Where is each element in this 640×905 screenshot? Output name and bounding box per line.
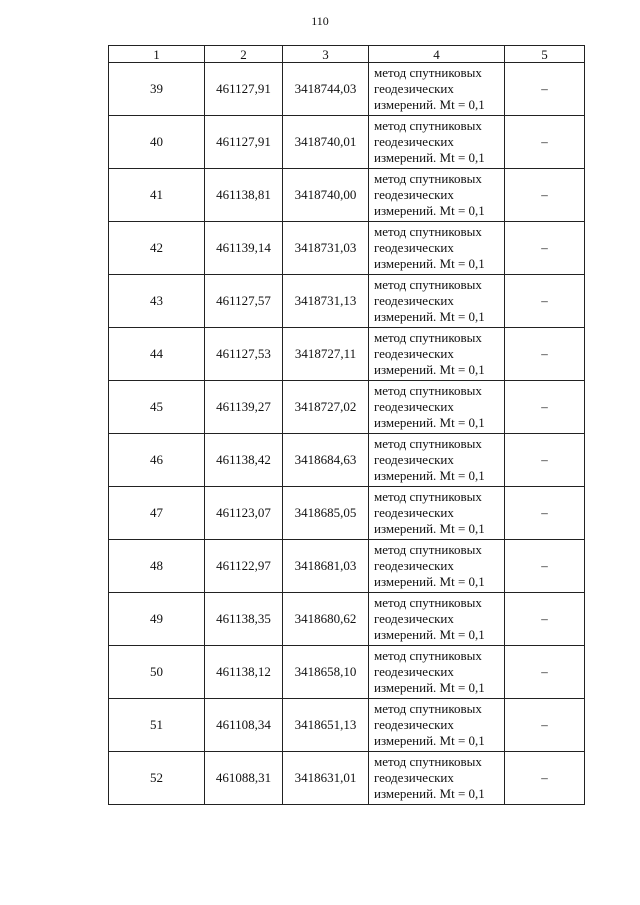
x-coordinate-cell: 461108,34 xyxy=(205,699,283,752)
y-coordinate-cell: 3418658,10 xyxy=(283,646,369,699)
method-line: геодезических xyxy=(374,81,454,96)
point-number-cell: 44 xyxy=(109,328,205,381)
coordinates-table xyxy=(108,45,585,805)
point-number-cell: 42 xyxy=(109,222,205,275)
method-cell xyxy=(369,487,505,540)
point-number-cell: 47 xyxy=(109,487,205,540)
method-line: метод спутниковых xyxy=(374,648,482,663)
description-cell: – xyxy=(505,540,585,593)
method-cell xyxy=(369,699,505,752)
x-coordinate-cell: 461138,12 xyxy=(205,646,283,699)
method-cell xyxy=(369,222,505,275)
y-coordinate-cell: 3418681,03 xyxy=(283,540,369,593)
table-row xyxy=(109,487,585,540)
table-row xyxy=(109,646,585,699)
x-coordinate-cell: 461122,97 xyxy=(205,540,283,593)
description-cell: – xyxy=(505,434,585,487)
column-header-2: 2 xyxy=(205,46,283,63)
method-cell xyxy=(369,169,505,222)
x-coordinate-cell: 461127,91 xyxy=(205,116,283,169)
method-line: измерений. Mt = 0,1 xyxy=(374,786,485,801)
x-coordinate-cell: 461127,57 xyxy=(205,275,283,328)
page-number: 110 xyxy=(311,14,329,28)
table-row xyxy=(109,275,585,328)
method-line: геодезических xyxy=(374,664,454,679)
description-cell: – xyxy=(505,487,585,540)
method-line: измерений. Mt = 0,1 xyxy=(374,680,485,695)
method-line: метод спутниковых xyxy=(374,383,482,398)
method-line: метод спутниковых xyxy=(374,754,482,769)
x-coordinate-cell: 461139,27 xyxy=(205,381,283,434)
method-line: метод спутниковых xyxy=(374,224,482,239)
method-line: метод спутниковых xyxy=(374,701,482,716)
method-line: геодезических xyxy=(374,187,454,202)
method-line: геодезических xyxy=(374,505,454,520)
method-line: измерений. Mt = 0,1 xyxy=(374,733,485,748)
method-line: геодезических xyxy=(374,558,454,573)
column-header-1: 1 xyxy=(109,46,205,63)
table-row xyxy=(109,328,585,381)
point-number-cell: 48 xyxy=(109,540,205,593)
point-number-cell: 51 xyxy=(109,699,205,752)
column-header-3: 3 xyxy=(283,46,369,63)
description-cell: – xyxy=(505,699,585,752)
y-coordinate-cell: 3418651,13 xyxy=(283,699,369,752)
method-line: метод спутниковых xyxy=(374,171,482,186)
table-body xyxy=(109,63,585,805)
x-coordinate-cell: 461088,31 xyxy=(205,752,283,805)
x-coordinate-cell: 461123,07 xyxy=(205,487,283,540)
method-line: геодезических xyxy=(374,770,454,785)
table-row xyxy=(109,434,585,487)
y-coordinate-cell: 3418684,63 xyxy=(283,434,369,487)
x-coordinate-cell: 461127,53 xyxy=(205,328,283,381)
description-cell: – xyxy=(505,381,585,434)
method-cell xyxy=(369,593,505,646)
method-line: метод спутниковых xyxy=(374,489,482,504)
y-coordinate-cell: 3418740,01 xyxy=(283,116,369,169)
x-coordinate-cell: 461138,81 xyxy=(205,169,283,222)
point-number-cell: 52 xyxy=(109,752,205,805)
method-line: метод спутниковых xyxy=(374,436,482,451)
method-line: геодезических xyxy=(374,452,454,467)
table-row xyxy=(109,63,585,116)
method-line: измерений. Mt = 0,1 xyxy=(374,203,485,218)
method-line: метод спутниковых xyxy=(374,595,482,610)
description-cell: – xyxy=(505,328,585,381)
table-row xyxy=(109,540,585,593)
table-row xyxy=(109,222,585,275)
y-coordinate-cell: 3418680,62 xyxy=(283,593,369,646)
y-coordinate-cell: 3418685,05 xyxy=(283,487,369,540)
method-line: геодезических xyxy=(374,293,454,308)
x-coordinate-cell: 461138,42 xyxy=(205,434,283,487)
y-coordinate-cell: 3418731,13 xyxy=(283,275,369,328)
method-line: метод спутниковых xyxy=(374,65,482,80)
x-coordinate-cell: 461138,35 xyxy=(205,593,283,646)
method-line: измерений. Mt = 0,1 xyxy=(374,256,485,271)
method-line: метод спутниковых xyxy=(374,330,482,345)
table-row xyxy=(109,593,585,646)
method-line: измерений. Mt = 0,1 xyxy=(374,309,485,324)
table-row xyxy=(109,699,585,752)
point-number-cell: 49 xyxy=(109,593,205,646)
method-line: геодезических xyxy=(374,717,454,732)
table-row xyxy=(109,116,585,169)
y-coordinate-cell: 3418631,01 xyxy=(283,752,369,805)
description-cell: – xyxy=(505,593,585,646)
point-number-cell: 43 xyxy=(109,275,205,328)
method-line: метод спутниковых xyxy=(374,277,482,292)
point-number-cell: 50 xyxy=(109,646,205,699)
method-line: измерений. Mt = 0,1 xyxy=(374,627,485,642)
y-coordinate-cell: 3418727,11 xyxy=(283,328,369,381)
description-cell: – xyxy=(505,222,585,275)
point-number-cell: 45 xyxy=(109,381,205,434)
description-cell: – xyxy=(505,169,585,222)
method-cell xyxy=(369,381,505,434)
method-line: геодезических xyxy=(374,240,454,255)
method-line: измерений. Mt = 0,1 xyxy=(374,521,485,536)
y-coordinate-cell: 3418731,03 xyxy=(283,222,369,275)
description-cell: – xyxy=(505,63,585,116)
description-cell: – xyxy=(505,275,585,328)
point-number-cell: 41 xyxy=(109,169,205,222)
method-cell xyxy=(369,752,505,805)
table-header-row xyxy=(109,46,585,63)
x-coordinate-cell: 461139,14 xyxy=(205,222,283,275)
description-cell: – xyxy=(505,116,585,169)
description-cell: – xyxy=(505,646,585,699)
method-cell xyxy=(369,275,505,328)
table-row xyxy=(109,752,585,805)
table-row xyxy=(109,169,585,222)
method-cell xyxy=(369,328,505,381)
method-line: измерений. Mt = 0,1 xyxy=(374,97,485,112)
point-number-cell: 40 xyxy=(109,116,205,169)
description-cell: – xyxy=(505,752,585,805)
column-header-4: 4 xyxy=(369,46,505,63)
method-line: метод спутниковых xyxy=(374,118,482,133)
y-coordinate-cell: 3418740,00 xyxy=(283,169,369,222)
y-coordinate-cell: 3418744,03 xyxy=(283,63,369,116)
table-row xyxy=(109,381,585,434)
method-line: измерений. Mt = 0,1 xyxy=(374,415,485,430)
point-number-cell: 46 xyxy=(109,434,205,487)
method-line: измерений. Mt = 0,1 xyxy=(374,574,485,589)
method-line: геодезических xyxy=(374,611,454,626)
method-line: геодезических xyxy=(374,134,454,149)
method-cell xyxy=(369,540,505,593)
method-cell xyxy=(369,434,505,487)
method-cell xyxy=(369,116,505,169)
column-header-5: 5 xyxy=(505,46,585,63)
method-line: измерений. Mt = 0,1 xyxy=(374,468,485,483)
y-coordinate-cell: 3418727,02 xyxy=(283,381,369,434)
method-line: геодезических xyxy=(374,399,454,414)
method-cell xyxy=(369,63,505,116)
x-coordinate-cell: 461127,91 xyxy=(205,63,283,116)
method-line: метод спутниковых xyxy=(374,542,482,557)
point-number-cell: 39 xyxy=(109,63,205,116)
method-line: измерений. Mt = 0,1 xyxy=(374,362,485,377)
method-line: измерений. Mt = 0,1 xyxy=(374,150,485,165)
method-line: геодезических xyxy=(374,346,454,361)
method-cell xyxy=(369,646,505,699)
